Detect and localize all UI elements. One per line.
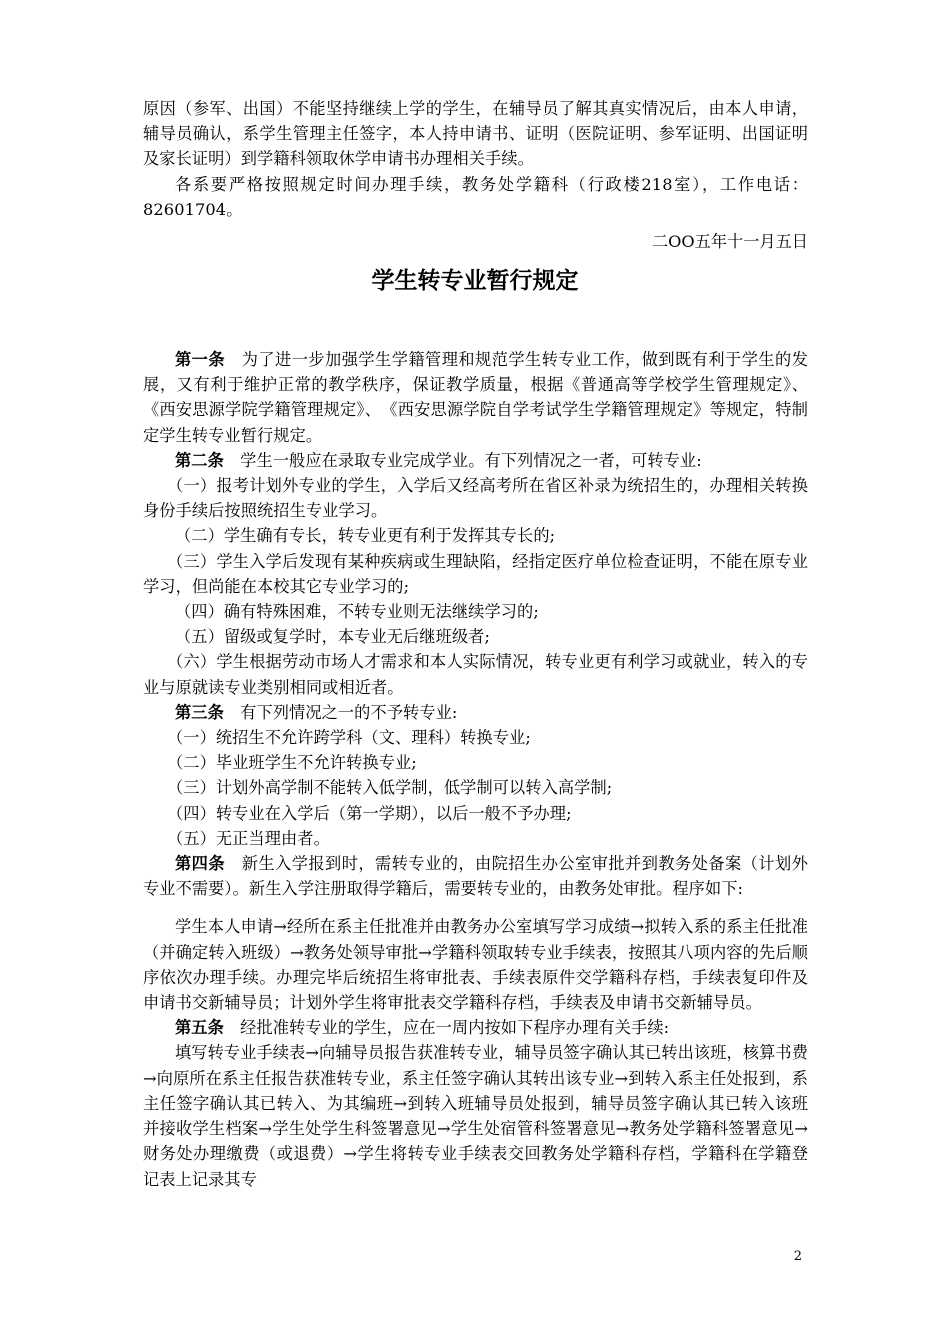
- article-1-text: 为了进一步加强学生学籍管理和规范学生转专业工作，做到既有利于学生的发展，又有利于维护正常的教学秩序，保证教学质量，根据《普通高等学校学生管理规定》、《西安思源学院学籍管理规定》、 《西安思源学院自学考试学生学籍管理规定》等规定，特制定学生转专业暂行规定。: [143, 350, 808, 445]
- list-item: （三）计划外高学制不能转入低学制，低学制可以转入高学制;: [167, 778, 613, 798]
- contact-paragraph: 各系要严格按照规定时间办理手续，教务处学籍科（行政楼218室），工作电话：82601704。: [143, 174, 808, 219]
- list-item: （二）学生确有专长，转专业更有利于发挥其专长的;: [175, 526, 556, 546]
- article-5-text: 经批准转专业的学生，应在一周内按如下程序办理有关手续:: [240, 1018, 670, 1038]
- list-item: （一）报考计划外专业的学生，入学后又经高考所在省区补录为统招生的，办理相关转换身份手续后按照统招生专业学习。: [143, 476, 808, 521]
- list-item: （三）学生入学后发现有某种疾病或生理缺陷，经指定医疗单位检查证明，不能在原专业学习，但尚能在本校其它专业学习的;: [143, 551, 808, 596]
- article-5-label: 第五条: [175, 1018, 224, 1038]
- article-5: [143, 1015, 808, 1040]
- article-1: [143, 347, 808, 448]
- list-item: （四）转专业在入学后（第一学期），以后一般不予办理;: [167, 803, 572, 823]
- article-2-label: 第二条: [175, 450, 224, 470]
- article-3: [143, 700, 808, 725]
- article-3-text: 有下列情况之一的不予转专业:: [240, 702, 458, 722]
- list-item: （二）毕业班学生不允许转换专业;: [167, 753, 417, 773]
- article-1-label: 第一条: [175, 350, 226, 369]
- top-section: [143, 96, 808, 222]
- articles-section: [143, 347, 808, 1192]
- list-item: （一）统招生不允许跨学科（文、理科）转换专业;: [167, 728, 531, 748]
- leave-procedure-paragraph: 原因（参军、出国）不能坚持继续上学的学生，在辅导员了解其真实情况后，由本人申请，辅导员确认，系学生管理主任签字，本人持申请书、证明（医院证明、参军证明、出国证明及家长证明）到学籍科领取休学申请书办理相关手续。: [143, 99, 808, 169]
- article-4-label: 第四条: [175, 854, 226, 874]
- article-3-label: 第三条: [175, 702, 224, 722]
- list-item: （六）学生根据劳动市场人才需求和本人实际情况，转专业更有利学习或就业，转入的专业与原就读专业类别相同或相近者。: [143, 652, 808, 697]
- article-2-text: 学生一般应在录取专业完成学业。有下列情况之一者，可转专业:: [240, 450, 702, 470]
- page-title: 学生转专业暂行规定: [371, 268, 579, 294]
- list-item: （四）确有特殊困难，不转专业则无法继续学习的;: [175, 602, 539, 622]
- list-item: （五）无正当理由者。: [167, 828, 330, 848]
- page-number: 2: [793, 1249, 802, 1264]
- spacer: [143, 901, 808, 914]
- list-item: （五）留级或复学时，本专业无后继班级者;: [175, 627, 491, 647]
- article-4-procedure: 学生本人申请→经所在系主任批准并由教务办公室填写学习成绩→拟转入系的系主任批准（并确定转入班级）→教务处领导审批→学籍科领取转专业手续表，按照其八项内容的先后顺序依次办理手续。办理完毕后统招生将审批表、手续表原件交学籍科存档，手续表复印件及申请书交新辅导员；计划外学生将审批表交学籍科存档，手续表及申请书交新辅导员。: [143, 917, 808, 1013]
- article-4: [143, 851, 808, 901]
- article-5-procedure: 填写转专业手续表→向辅导员报告获准转专业，辅导员签字确认其已转出该班，核算书费→向原所在系主任报告获准转专业，系主任签字确认其转出该专业→到转入系主任处报到，系主任签字确认其已转入、为其编班→到转入班辅导员处报到，辅导员签字确认其已转入该班并接收学生档案→学生处学生科签署意见→学生处宿管科签署意见→教务处学籍科签署意见→财务处办理缴费（或退费）→学生将转专业手续表交回教务处学籍科存档，学籍科在学籍登记表上记录其专: [143, 1043, 808, 1189]
- article-2: [143, 448, 808, 473]
- article-4-text: 新生入学报到时，需转专业的，由院招生办公室审批并到教务处备案（计划外专业不需要）。新生入学注册取得学籍后，需要转专业的，由教务处审批。程序如下:: [143, 854, 808, 899]
- document-date: 二OO五年十一月五日: [651, 232, 808, 251]
